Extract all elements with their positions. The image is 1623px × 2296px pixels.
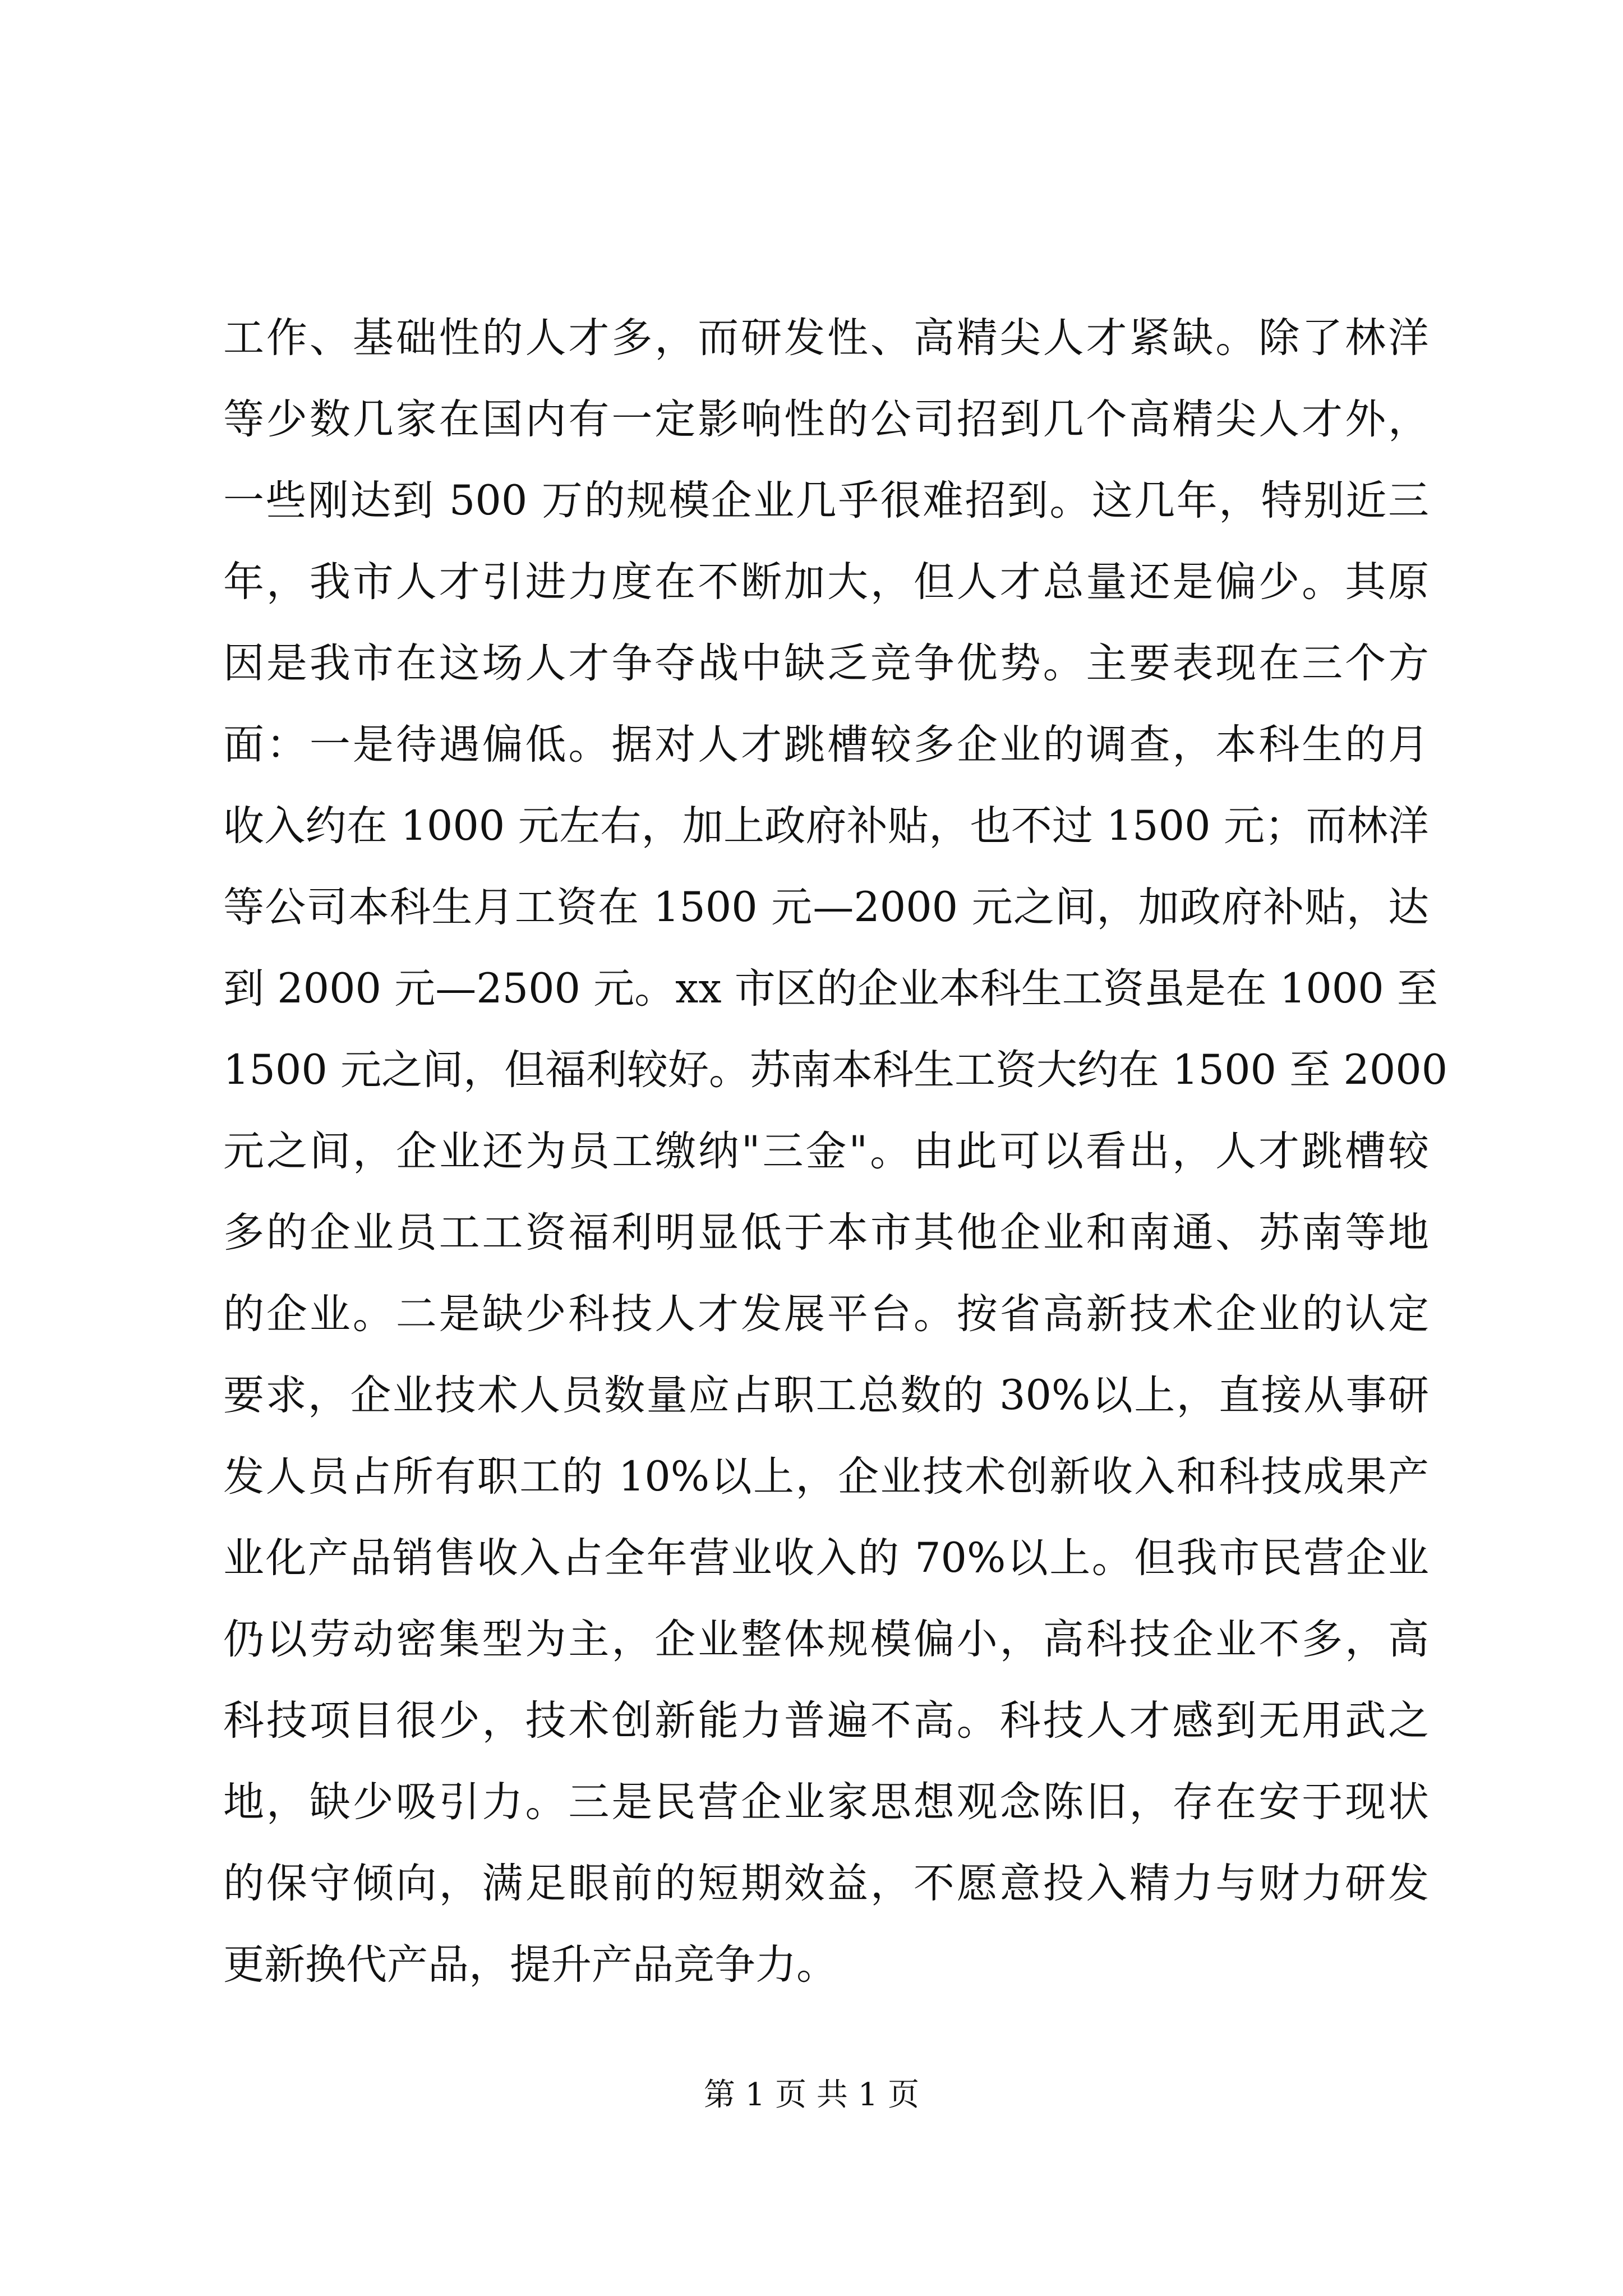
text-line: 工作、基础性的人才多，而研发性、高精尖人才紧缺。除了林洋 <box>223 314 1429 362</box>
text-line: 一些刚达到 500 万的规模企业几乎很难招到。这几年，特别近三 <box>223 477 1429 524</box>
text-line: 因是我市在这场人才争夺战中缺乏竞争优势。主要表现在三个方 <box>223 639 1429 687</box>
text-line: 年，我市人才引进力度在不断加大，但人才总量还是偏少。其原 <box>223 558 1429 606</box>
text-line: 的保守倾向，满足眼前的短期效益，不愿意投入精力与财力研发 <box>223 1860 1429 1907</box>
text-line: 多的企业员工工资福利明显低于本市其他企业和南通、苏南等地 <box>223 1209 1429 1257</box>
text-line: 科技项目很少，技术创新能力普遍不高。科技人才感到无用武之 <box>223 1697 1429 1745</box>
text-line: 地，缺少吸引力。三是民营企业家思想观念陈旧，存在安于现状 <box>223 1778 1429 1826</box>
text-line: 发人员占所有职工的 10%以上，企业技术创新收入和科技成果产 <box>223 1453 1429 1501</box>
text-line: 等少数几家在国内有一定影响性的公司招到几个高精尖人才外， <box>223 395 1429 443</box>
text-line: 要求，企业技术人员数量应占职工总数的 30%以上，直接从事研 <box>223 1372 1429 1419</box>
text-line: 收入约在 1000 元左右，加上政府补贴，也不过 1500 元；而林洋 <box>223 802 1429 850</box>
text-line: 更新换代产品，提升产品竞争力。 <box>223 1941 837 1989</box>
text-line: 的企业。二是缺少科技人才发展平台。按省高新技术企业的认定 <box>223 1290 1429 1338</box>
text-line: 1500 元之间，但福利较好。苏南本科生工资大约在 1500 至 2000 <box>223 1046 1448 1094</box>
text-line: 元之间，企业还为员工缴纳"三金"。由此可以看出，人才跳槽较 <box>223 1128 1429 1175</box>
text-line: 业化产品销售收入占全年营业收入的 70%以上。但我市民营企业 <box>223 1534 1429 1582</box>
text-line: 等公司本科生月工资在 1500 元—2000 元之间，加政府补贴，达 <box>223 884 1429 931</box>
text-line: 到 2000 元—2500 元。xx 市区的企业本科生工资虽是在 1000 至 <box>223 965 1438 1013</box>
body-paragraph <box>223 297 1448 2005</box>
text-line: 面：一是待遇偏低。据对人才跳槽较多企业的调查，本科生的月 <box>223 721 1429 769</box>
text-line: 仍以劳动密集型为主，企业整体规模偏小，高科技企业不多，高 <box>223 1616 1429 1663</box>
page-footer: 第 1 页 共 1 页 <box>703 2077 920 2113</box>
